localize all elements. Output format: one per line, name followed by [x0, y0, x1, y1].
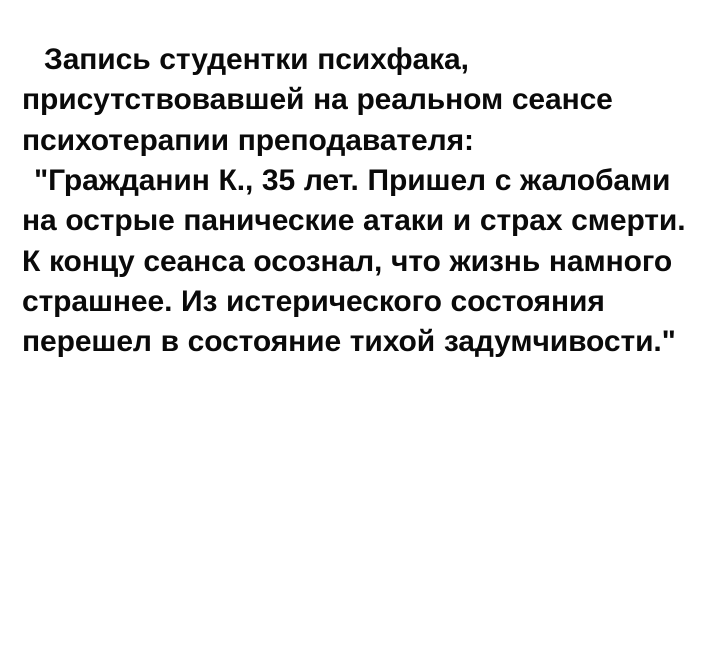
document-text: [22, 40, 698, 363]
paragraph-quote: "Гражданин К., 35 лет. Пришел с жалобами на острые панические атаки и страх смерти. К концу сеанса осознал, что жизнь намного страшнее. Из истерического состояния перешел в состояние тихой задумчивости.": [22, 164, 686, 359]
paragraph-intro: Запись студентки психфака, присутствовавшей на реальном сеансе психотерапии преподавателя:: [22, 43, 613, 157]
